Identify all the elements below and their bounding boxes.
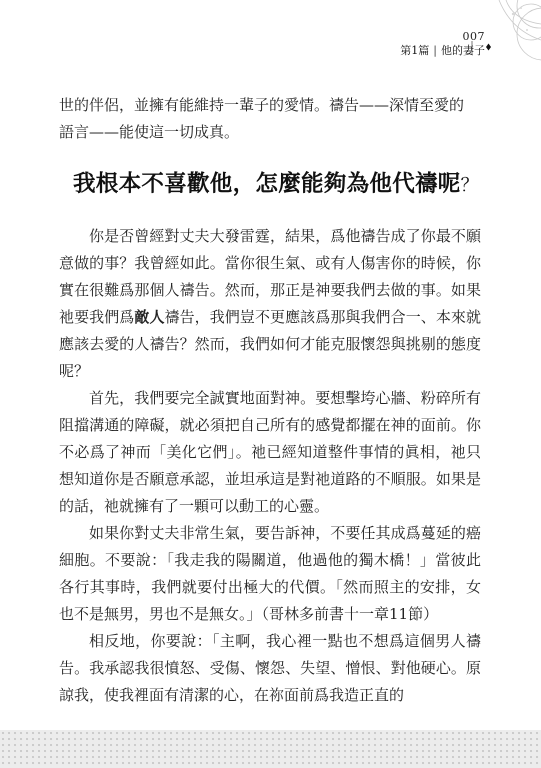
page-content [59, 92, 481, 709]
paragraph-1-text: 你是否曾經對丈夫大發雷霆，結果，爲他禱告成了你最不願意做的事？我曾經如此。當你很生氣、或有人傷害你的時候，你實在很難爲那個人禱告。然而，那正是神要我們去做的事。如果祂要我們爲 [59, 227, 481, 326]
intro-line: 語言——能使這一切成真。 [59, 123, 240, 141]
intro-line: 世的伴侶，並擁有能維持一輩子的愛情。禱告——深情至愛的 [59, 96, 465, 114]
body-paragraph-1 [59, 223, 481, 385]
part-label: 第1篇 [400, 44, 430, 57]
body-paragraph-2: 首先，我們要完全誠實地面對神。要想擊垮心牆、粉碎所有阻擋溝通的障礙，就必須把自己所有的感覺都擺在神的面前。你不必爲了神而「美化它們」。祂已經知道整件事情的眞相，祂只想知道你是否願意承認，並坦承這是對祂道路的不順服。如果是的話，祂就擁有了一顆可以動工的心靈。 [59, 389, 481, 515]
body-paragraph-4: 相反地，你要說：「主啊，我心裡一點也不想爲這個男人禱告。我承認我很憤怒、受傷、懷怨、失望、憎恨、對他硬心。原諒我，使我裡面有清潔的心，在祢面前爲我造正直的 [59, 632, 481, 704]
running-head-divider: | [433, 44, 437, 57]
paragraph-1-text-continued: 禱告，我們豈不更應該爲那與我們合一、本來就應該去愛的人禱告？然而，我們如何才能克服懷怨與挑剔的態度呢？ [59, 308, 481, 380]
section-heading-question-mark: ？ [460, 175, 479, 196]
bottom-dotted-band [0, 730, 541, 768]
section-heading-text: 我根本不喜歡他，怎麼能夠為他代禱呢 [73, 171, 461, 197]
header-line [0, 0, 541, 60]
body-paragraph-3: 如果你對丈夫非常生氣，要告訴神，不要任其成爲蔓延的癌細胞。不要說：「我走我的陽關道，他過他的獨木橋！」當彼此各行其事時，我們就要付出極大的代價。「然而照主的安排，女也不是無男，男也不是無女。」（哥林多前書十一章11節） [59, 524, 481, 623]
chapter-label: 他的妻子 [441, 44, 485, 57]
emphasis-enemy: 敵人 [134, 308, 165, 326]
page-number: 007 [462, 30, 485, 43]
section-heading [73, 169, 481, 201]
